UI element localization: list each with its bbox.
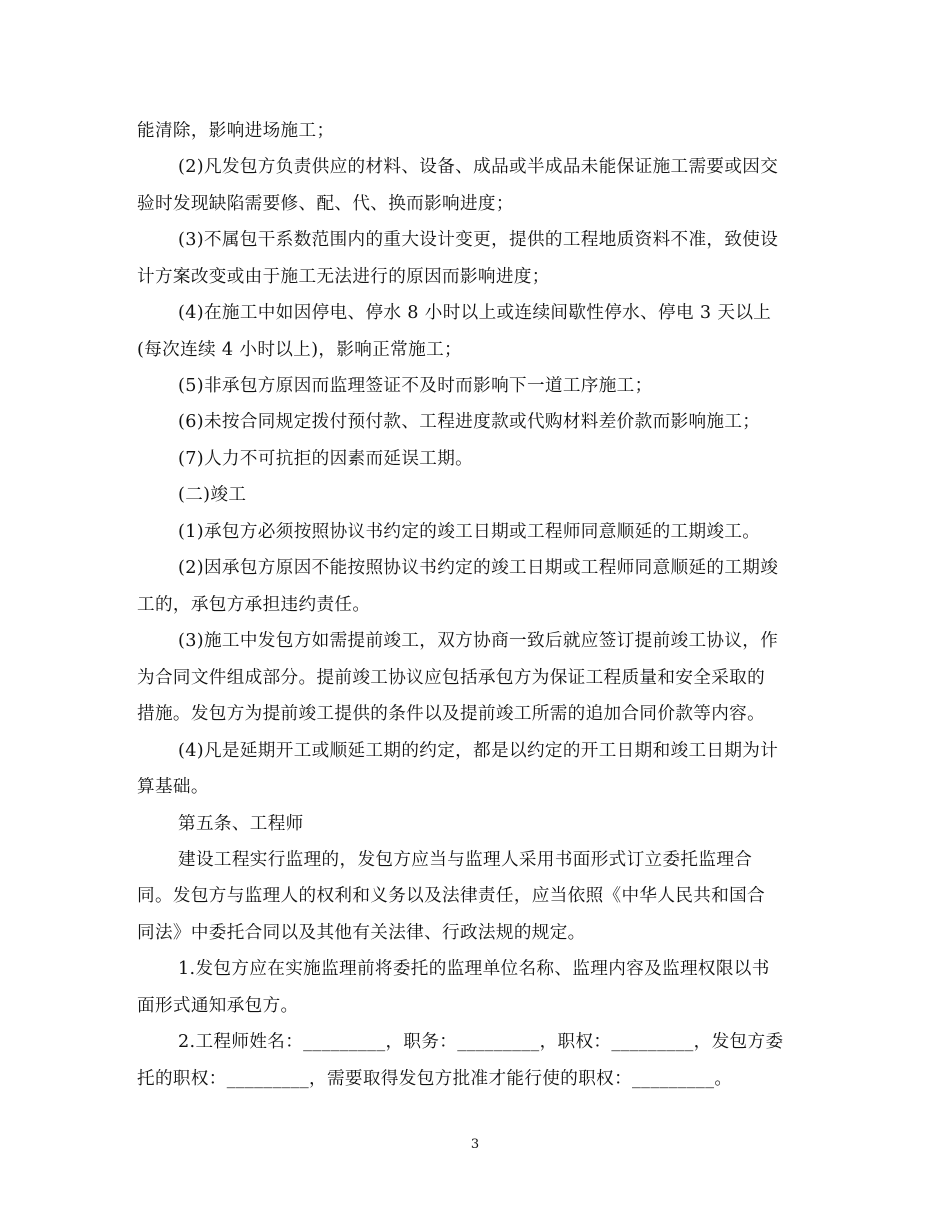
text-line: 算基础。 <box>137 777 209 797</box>
text-line: 同。发包方与监理人的权利和义务以及法律责任，应当依照《中华人民共和国合 <box>137 886 766 906</box>
text-line: 工的，承包方承担违约责任。 <box>137 595 371 615</box>
text-line: (4)在施工中如因停电、停水 8 小时以上或连续间歇性停水、停电 3 天以上 <box>178 303 772 323</box>
text-line: 能清除，影响进场施工； <box>137 121 335 141</box>
text-line: 计方案改变或由于施工无法进行的原因而影响进度； <box>137 267 550 287</box>
text-line: 托的职权：_________，需要取得发包方批准才能行使的职权：_________。 <box>137 1069 733 1089</box>
text-line: 1.发包方应在实施监理前将委托的监理单位名称、监理内容及监理权限以书 <box>178 959 770 979</box>
text-line: (1)承包方必须按照协议书约定的竣工日期或工程师同意顺延的工期竣工。 <box>178 522 761 542</box>
text-line: 2.工程师姓名：_________，职务：_________，职权：_________，发包方委 <box>178 1032 784 1052</box>
text-line: 建设工程实行监理的，发包方应当与监理人采用书面形式订立委托监理合 <box>178 850 753 870</box>
section-heading: (二)竣工 <box>178 485 247 505</box>
text-line: (5)非承包方原因而监理签证不及时而影响下一道工序施工； <box>178 376 653 396</box>
text-line: (6)未按合同规定拨付预付款、工程进度款或代购材料差价款而影响施工； <box>178 412 761 432</box>
text-line: (4)凡是延期开工或顺延工期的约定，都是以约定的开工日期和竣工日期为计 <box>178 741 779 761</box>
text-line: (3)不属包干系数范围内的重大设计变更，提供的工程地质资料不准，致使设 <box>178 230 779 250</box>
text-line: (3)施工中发包方如需提前竣工，双方协商一致后就应签订提前竣工协议，作 <box>178 631 779 651</box>
text-line: 为合同文件组成部分。提前竣工协议应包括承包方为保证工程质量和安全采取的 <box>137 668 766 688</box>
text-line: 同法》中委托合同以及其他有关法律、行政法规的规定。 <box>137 923 586 943</box>
text-line: 面形式通知承包方。 <box>137 996 299 1016</box>
text-line: 验时发现缺陷需要修、配、代、换而影响进度； <box>137 194 514 214</box>
text-line: (7)人力不可抗拒的因素而延误工期。 <box>178 449 474 469</box>
text-line: (2)凡发包方负责供应的材料、设备、成品或半成品未能保证施工需要或因交 <box>178 157 779 177</box>
article-heading: 第五条、工程师 <box>178 814 304 834</box>
page-number: 3 <box>470 1137 480 1152</box>
text-line: (2)因承包方原因不能按照协议书约定的竣工日期或工程师同意顺延的工期竣 <box>178 558 779 578</box>
text-line: 措施。发包方为提前竣工提供的条件以及提前竣工所需的追加合同价款等内容。 <box>137 704 766 724</box>
text-line: (每次连续 4 小时以上)，影响正常施工； <box>137 340 462 360</box>
